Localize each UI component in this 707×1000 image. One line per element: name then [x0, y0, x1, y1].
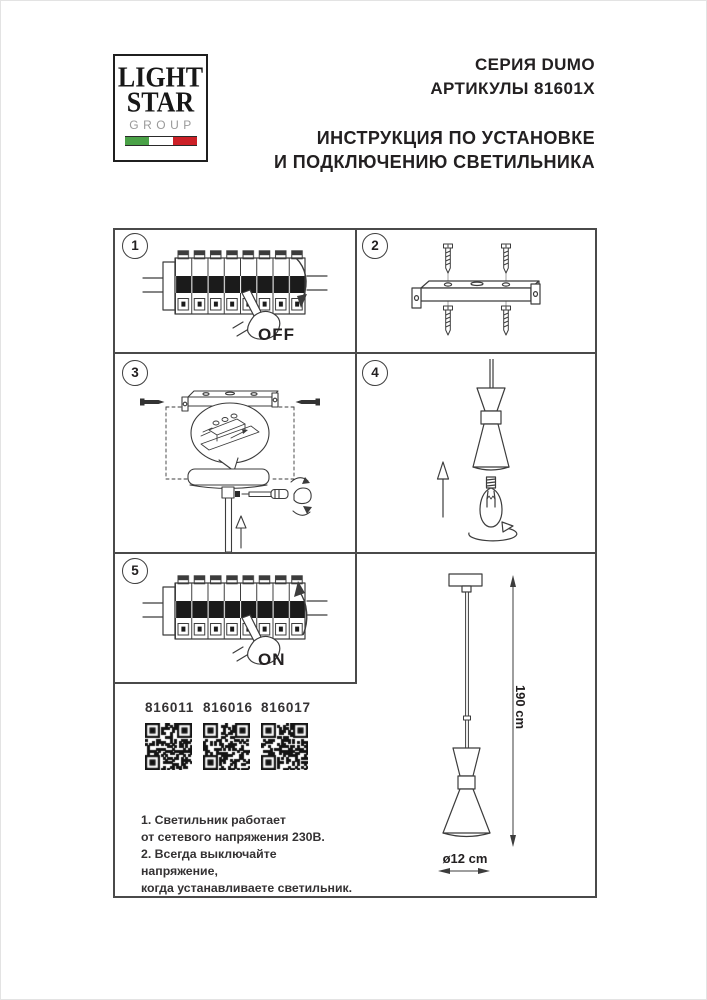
step4-number: 4: [371, 365, 379, 380]
bulb-icon: [480, 477, 502, 527]
italy-flag-icon: [125, 136, 197, 146]
grid-divider-step5-bottom: [113, 682, 357, 684]
header-instruction-line2: И ПОДКЛЮЧЕНИЮ СВЕТИЛЬНИКА: [274, 152, 595, 172]
right-screw-icon: [296, 399, 321, 406]
qr-item: [203, 700, 253, 770]
qr-section: [145, 700, 345, 770]
logo-light-text: LIGHT: [117, 61, 204, 94]
brand-logo: [113, 54, 208, 162]
step2-bracket-illustration: [366, 238, 591, 350]
step3-canopy-illustration: [131, 366, 346, 552]
step5-breaker-on-illustration: [141, 573, 339, 673]
dimension-height-label: 190 cm: [513, 684, 528, 730]
step3-number: 3: [131, 365, 139, 380]
header-articles: АРТИКУЛЫ 81601X: [430, 79, 595, 98]
qr-item: [261, 700, 311, 770]
on-label: ON: [258, 650, 286, 669]
qr-item: [145, 700, 195, 770]
step4-bulb-illustration: [366, 359, 586, 553]
left-screw-icon: [140, 399, 165, 406]
off-label: OFF: [258, 325, 295, 344]
qr-code: [203, 723, 250, 770]
step1-number: 1: [131, 238, 139, 253]
qr-label: 816011: [145, 700, 195, 715]
diameter-dimension: [438, 868, 490, 874]
step1-breaker-off-illustration: [141, 248, 339, 348]
grid-divider-column: [355, 228, 357, 683]
logo-star-text: STAR: [126, 86, 195, 119]
qr-code: [145, 723, 192, 770]
note-line-3: 2. Всегда выключайте напряжение,: [141, 847, 277, 878]
logo-group-text: GROUP: [129, 118, 196, 132]
notes-block: [141, 812, 353, 897]
step2-number: 2: [371, 238, 379, 253]
note-line-4: когда устанавливаете светильник.: [141, 881, 353, 895]
qr-label: 816017: [261, 700, 311, 715]
lamp-dimension-diagram: [391, 561, 597, 896]
step5-number: 5: [131, 563, 139, 578]
screwdriver-icon: [242, 490, 288, 499]
header-series: СЕРИЯ DUMO: [474, 55, 595, 74]
qr-label: 816016: [203, 700, 253, 715]
note-line-2: от сетевого напряжения 230В.: [141, 830, 325, 844]
rotate-hand-icon: [291, 477, 312, 515]
qr-code: [261, 723, 308, 770]
header-instruction-line1: ИНСТРУКЦИЯ ПО УСТАНОВКЕ: [316, 128, 595, 148]
dimension-diameter-label: ø12 cm: [442, 851, 488, 866]
note-line-1: 1. Светильник работает: [141, 813, 286, 827]
